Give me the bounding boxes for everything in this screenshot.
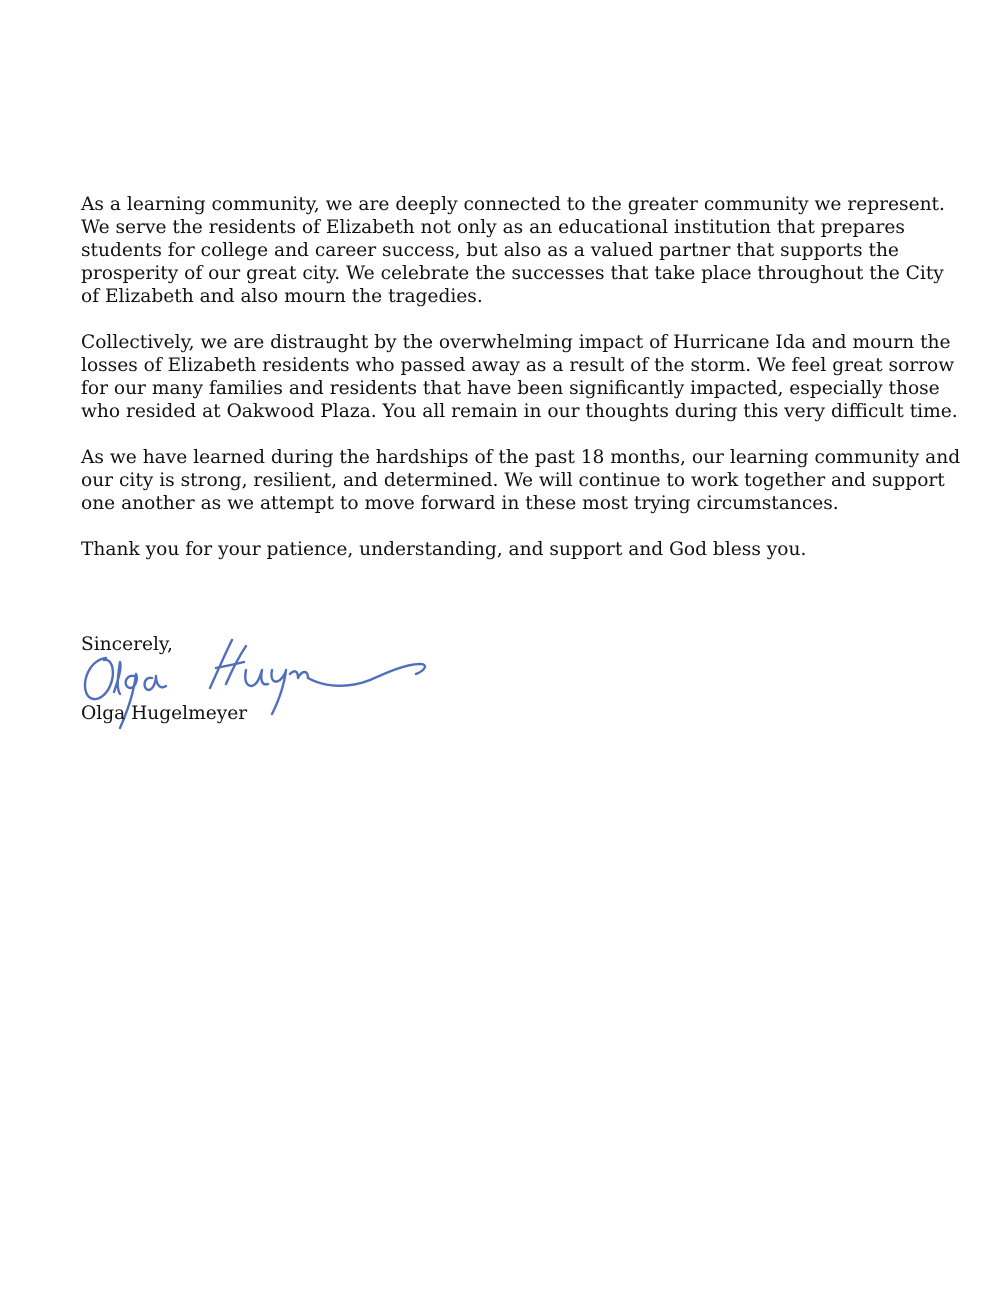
closing-salutation: Sincerely, (81, 634, 173, 655)
paragraph-thank-you: Thank you for your patience, understanding, and support and God bless you. (81, 539, 807, 560)
paragraph-resilience: As we have learned during the hardships of the past 18 months, our learning community and our city is strong, resilient, and determined. We will continue to work together and support one another as we attempt to move forward in these most trying circumstances. (81, 447, 961, 514)
signer-name: Olga Hugelmeyer (81, 703, 248, 724)
letter-body (81, 193, 961, 584)
paragraph-hurricane-ida: Collectively, we are distraught by the overwhelming impact of Hurricane Ida and mourn the losses of Elizabeth residents who passed away as a result of the storm. We feel great sorrow for our many families and residents that have been significantly impacted, especially those who resided at Oakwood Plaza. You all remain in our thoughts during this very difficult time. (81, 332, 958, 422)
paragraph-community: As a learning community, we are deeply connected to the greater community we represent. We serve the residents of Elizabeth not only as an educational institution that prepares students for college and career success, but also as a valued partner that supports the prosperity of our great city. We celebrate the successes that take place throughout the City of Elizabeth and also mourn the tragedies. (81, 194, 945, 307)
